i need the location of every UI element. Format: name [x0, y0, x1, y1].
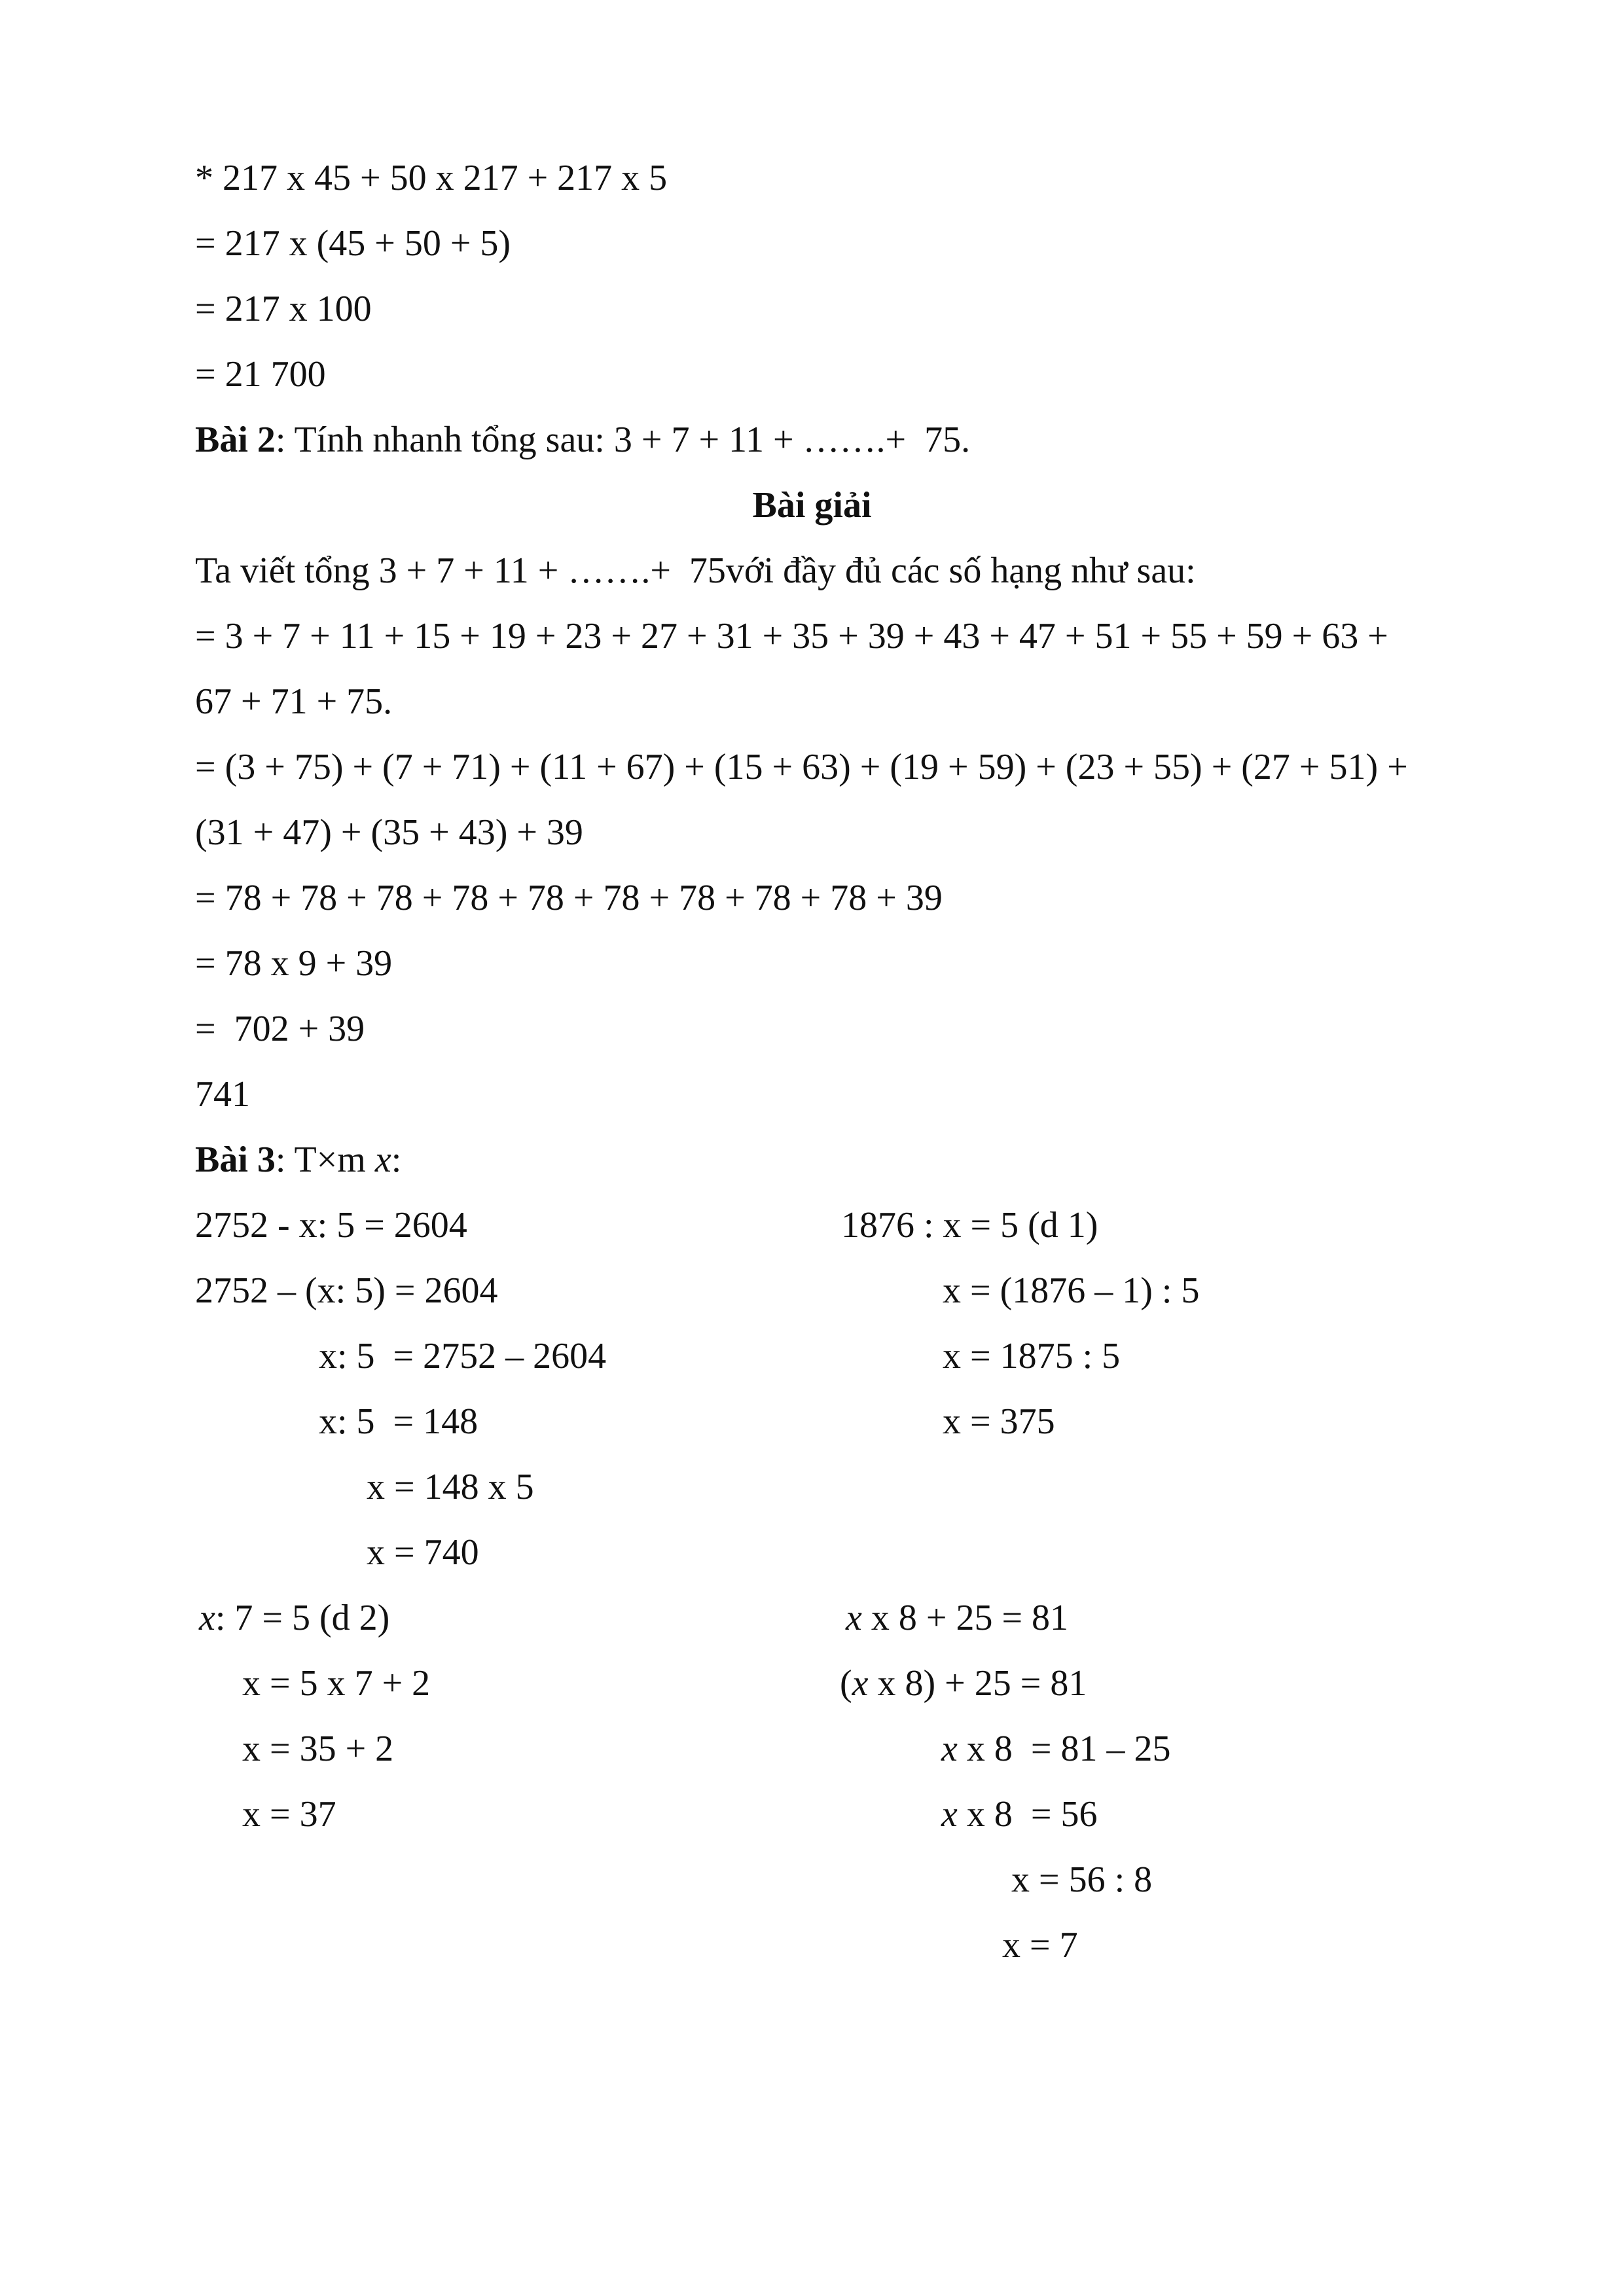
bai3-right1-line-3: x = 1875 : 5 [943, 1336, 1121, 1376]
bai3-left2-line-1 [199, 1600, 389, 1636]
bai2-line-5: (31 + 47) + (35 + 43) + 39 [195, 812, 583, 853]
bai3-right2-r2-open: ( [840, 1663, 852, 1704]
bai2-line-2: = 3 + 7 + 11 + 15 + 19 + 23 + 27 + 31 + 35 + 39 + 43 + 47 + 51 + 55 + 59 + 63 + [195, 616, 1388, 656]
bai3-heading [195, 1141, 401, 1178]
calc1-line-3: = 217 x 100 [195, 289, 372, 329]
bai3-right2-r3-var: x [941, 1729, 958, 1769]
bai2-line-7: = 78 x 9 + 39 [195, 943, 393, 984]
bai2-line-4: = (3 + 75) + (7 + 71) + (11 + 67) + (15 + 63) + (19 + 59) + (23 + 55) + (27 + 51) + [195, 747, 1408, 787]
bai3-var: x [374, 1139, 391, 1180]
bai3-right2-r1-rest: x 8 + 25 = 81 [861, 1598, 1069, 1638]
bai3-right2-line-1 [846, 1600, 1068, 1636]
bai3-colon: : [391, 1139, 402, 1180]
bai3-right2-r3-rest: x 8 = 81 – 25 [957, 1729, 1171, 1769]
bai2-solution-title: Bài giải [752, 485, 872, 526]
bai2-line-9: 741 [195, 1074, 250, 1115]
bai3-left2-line-3: x = 35 + 2 [242, 1729, 394, 1769]
bai2-line-6: = 78 + 78 + 78 + 78 + 78 + 78 + 78 + 78 + 78 + 39 [195, 878, 943, 918]
bai3-text: : T×m [275, 1139, 375, 1180]
bai3-right2-r1-var: x [846, 1598, 862, 1638]
bai2-line-1: Ta viết tổng 3 + 7 + 11 + …….+ 75với đầy đủ các số hạng như sau: [195, 550, 1196, 591]
calc1-line-1: * 217 x 45 + 50 x 217 + 217 x 5 [195, 158, 668, 198]
bai3-right2-line-2 [840, 1665, 1087, 1702]
bai2-label: Bài 2 [195, 420, 276, 460]
bai3-right2-line-3 [941, 1731, 1170, 1767]
calc1-line-2: = 217 x (45 + 50 + 5) [195, 223, 511, 264]
bai3-right1-line-1: 1876 : x = 5 (d 1) [841, 1205, 1098, 1246]
bai2-text: : Tính nhanh tổng sau: 3 + 7 + 11 + …….+ 75. [275, 420, 971, 460]
bai3-right2-line-4 [941, 1796, 1097, 1833]
bai3-left2-rest: : 7 = 5 (d 2) [215, 1598, 390, 1638]
bai3-left2-line-2: x = 5 x 7 + 2 [242, 1663, 431, 1704]
bai3-left2-line-4: x = 37 [242, 1794, 336, 1835]
bai2-heading [195, 422, 970, 458]
bai3-left2-var: x [199, 1598, 215, 1638]
bai3-left1-line-5: x = 148 x 5 [367, 1467, 534, 1507]
bai3-left1-line-6: x = 740 [367, 1532, 479, 1573]
bai3-right2-r4-rest: x 8 = 56 [957, 1794, 1098, 1835]
bai3-right2-r2-var: x [852, 1663, 869, 1704]
bai3-right1-line-2: x = (1876 – 1) : 5 [943, 1270, 1200, 1311]
bai2-line-8: = 702 + 39 [195, 1009, 365, 1049]
bai3-right2-r4-var: x [941, 1794, 958, 1835]
bai2-line-3: 67 + 71 + 75. [195, 681, 393, 722]
bai3-right2-line-6: x = 7 [1002, 1925, 1078, 1965]
bai3-left1-line-3: x: 5 = 2752 – 2604 [319, 1336, 607, 1376]
bai3-right2-r2-rest: x 8) + 25 = 81 [868, 1663, 1087, 1704]
bai3-right1-line-4: x = 375 [943, 1401, 1055, 1442]
calc1-line-4: = 21 700 [195, 354, 326, 395]
bai3-right2-line-5: x = 56 : 8 [1011, 1859, 1153, 1900]
bai3-left1-line-1: 2752 - x: 5 = 2604 [195, 1205, 467, 1246]
bai3-left1-line-4: x: 5 = 148 [319, 1401, 478, 1442]
bai3-left1-line-2: 2752 – (x: 5) = 2604 [195, 1270, 498, 1311]
bai3-label: Bài 3 [195, 1139, 276, 1180]
